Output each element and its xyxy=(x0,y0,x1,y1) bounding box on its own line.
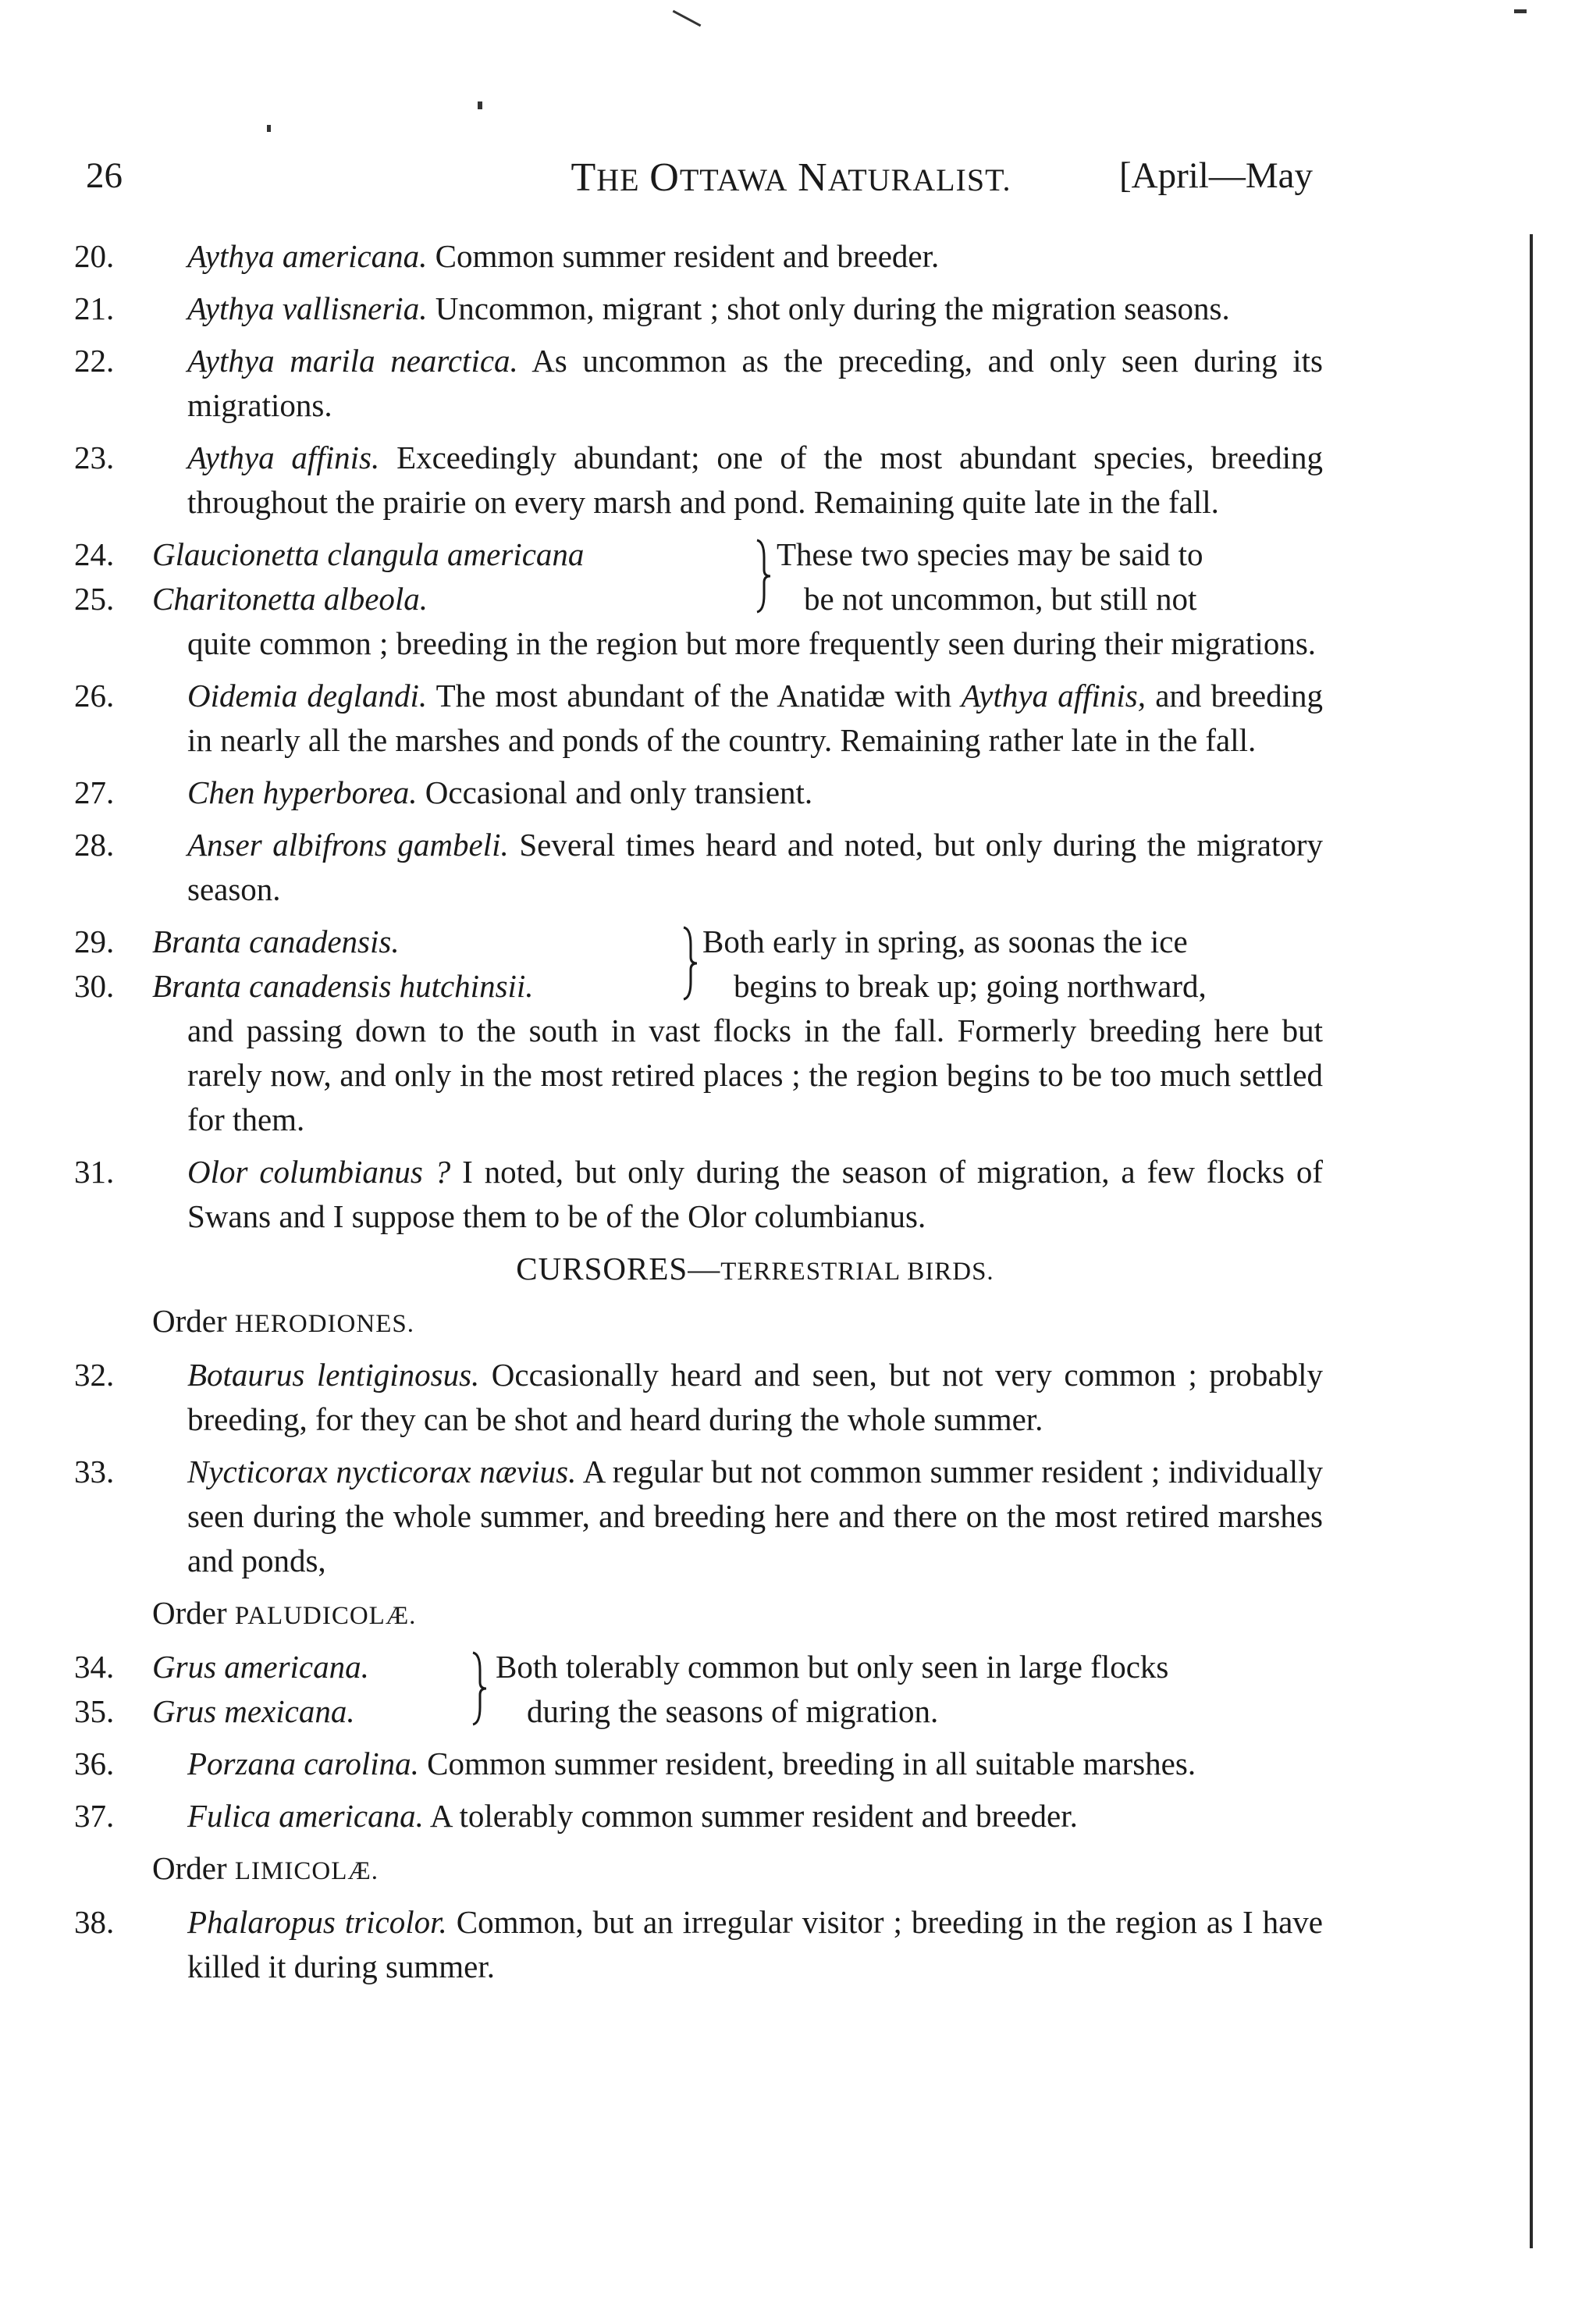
species-name: Porzana carolina. xyxy=(187,1746,419,1781)
species-name: Glaucionetta clangula americana xyxy=(152,536,585,572)
entry-31 xyxy=(74,1150,1323,1239)
scan-speck xyxy=(1514,9,1527,13)
species-name: Aythya marila nearctica. xyxy=(187,343,518,379)
species-name: Fulica americana. xyxy=(187,1798,424,1834)
entry-pair-29-30 xyxy=(74,920,1323,1142)
entry-37 xyxy=(74,1794,1323,1838)
entry-28 xyxy=(74,823,1323,912)
entry-23 xyxy=(74,436,1323,525)
entry-number: 35. xyxy=(74,1693,115,1729)
pair-line-1 xyxy=(74,920,1323,964)
entry-text: Occasionally heard and seen, but not very common ; probably breeding, for they can be shot and heard during the whole summer. xyxy=(187,1357,1323,1437)
entry-number: 38. xyxy=(74,1904,115,1940)
page-number: 26 xyxy=(86,155,123,196)
entry-20 xyxy=(74,234,1323,279)
entry-22 xyxy=(74,339,1323,428)
order-label: Order xyxy=(152,1850,227,1886)
species-name: Phalaropus tricolor. xyxy=(187,1904,447,1940)
entry-number: 24. xyxy=(74,536,115,572)
entry-number: 28. xyxy=(74,827,115,863)
species-name: Branta canadensis hutchinsii. xyxy=(152,968,534,1004)
entry-text: Both tolerably common but only seen in large flocks xyxy=(496,1649,1169,1685)
entry-number: 20. xyxy=(74,238,115,274)
page-header xyxy=(0,155,1582,201)
entry-text: As uncommon as the preceding, and only seen during its migrations. xyxy=(187,343,1323,423)
species-name: Grus mexicana. xyxy=(152,1693,355,1729)
section-heading xyxy=(74,1247,1323,1294)
species-name: Branta canadensis. xyxy=(152,924,400,959)
journal-title xyxy=(0,155,1582,201)
entry-number: 31. xyxy=(74,1154,115,1190)
entry-text: and breeding in nearly all the marshes and ponds of the country. Remaining rather late in the fall. xyxy=(187,678,1324,758)
species-name: Oidemia deglandi. xyxy=(187,678,428,714)
entry-number: 29. xyxy=(74,924,115,959)
entry-text: Exceedingly abundant; one of the most abundant species, breeding throughout the prairie on every marsh and pond. Remaining quite late in the fall. xyxy=(187,440,1324,520)
section-heading-main: CURSORES— xyxy=(516,1251,721,1287)
margin-rule xyxy=(1530,234,1533,2248)
species-name: Aythya americana. xyxy=(187,238,428,274)
entry-number: 22. xyxy=(74,343,115,379)
entry-number: 21. xyxy=(74,290,115,326)
entry-26 xyxy=(74,674,1323,763)
entry-text: These two species may be said to xyxy=(777,536,1203,572)
order-name: PALUDICOLÆ. xyxy=(234,1602,417,1630)
entry-text: Common summer resident, breeding in all suitable marshes. xyxy=(427,1746,1196,1781)
species-name: Aythya affinis. xyxy=(187,440,380,475)
brace-icon xyxy=(755,539,772,614)
issue-date: [April—May xyxy=(1118,155,1313,196)
entry-text: I noted, but only during the season of migration, a few flocks of Swans and I suppose them to be of the Olor columbianus. xyxy=(187,1154,1324,1234)
entry-number: 30. xyxy=(74,968,115,1004)
entry-pair-34-35 xyxy=(74,1645,1323,1734)
pair-line-1 xyxy=(74,532,1323,577)
order-label: Order xyxy=(152,1303,227,1339)
order-name: LIMICOLÆ. xyxy=(234,1857,379,1885)
species-name: Olor columbianus ? xyxy=(187,1154,451,1190)
entry-text: Both early in spring, as soonas the ice xyxy=(702,924,1188,959)
brace-icon xyxy=(681,926,699,1001)
species-name: Aythya vallisneria. xyxy=(187,290,428,326)
entry-number: 27. xyxy=(74,774,115,810)
entry-text: begins to break up; going northward, xyxy=(734,968,1207,1004)
entry-number: 37. xyxy=(74,1798,115,1834)
order-label: Order xyxy=(152,1595,227,1631)
entry-38 xyxy=(74,1900,1323,1989)
order-heading-herodiones xyxy=(74,1299,1323,1347)
entry-text: quite common ; breeding in the region but more frequently seen during their migrations. xyxy=(187,625,1317,661)
section-heading-rest: TERRESTRIAL BIRDS. xyxy=(720,1258,994,1286)
pair-line-2 xyxy=(74,577,1323,621)
entry-text: Common summer resident and breeder. xyxy=(435,238,940,274)
species-name: Aythya affinis, xyxy=(961,678,1146,714)
pair-line-1 xyxy=(74,1645,1323,1689)
order-name: HERODIONES. xyxy=(234,1310,414,1338)
entry-number: 32. xyxy=(74,1357,115,1393)
entry-number: 33. xyxy=(74,1454,115,1489)
brace-icon xyxy=(471,1651,488,1726)
entry-text: A regular but not common summer resident ; individually seen during the whole summer, and breeding here and there on the most retired marshes and ponds, xyxy=(187,1454,1324,1578)
entry-number: 34. xyxy=(74,1649,115,1685)
scan-speck xyxy=(267,125,271,132)
species-name: Anser albifrons gambeli. xyxy=(187,827,509,863)
entry-text: Uncommon, migrant ; shot only during the migration seasons. xyxy=(435,290,1230,326)
entry-text: be not uncommon, but still not xyxy=(804,581,1197,617)
entry-pair-24-25 xyxy=(74,532,1323,666)
entry-number: 23. xyxy=(74,440,115,475)
journal-title-text: THE OTTAWA NATURALIST. xyxy=(571,155,1011,200)
entry-33 xyxy=(74,1450,1323,1583)
pair-line-2 xyxy=(74,964,1323,1009)
entry-text: Several times heard and noted, but only during the migratory season. xyxy=(187,827,1324,907)
scan-speck xyxy=(478,101,482,109)
species-name: Nycticorax nycticorax nævius. xyxy=(187,1454,577,1489)
entry-number: 36. xyxy=(74,1746,115,1781)
entry-21 xyxy=(74,286,1323,331)
entry-32 xyxy=(74,1353,1323,1442)
entry-36 xyxy=(74,1742,1323,1786)
entry-text: and passing down to the south in vast flocks in the fall. Formerly breeding here but rarely now, and only in the most retired places ; the region begins to be too much settled for them. xyxy=(187,1013,1323,1137)
order-heading-paludicolae xyxy=(74,1591,1323,1639)
entry-text: Occasional and only transient. xyxy=(425,774,813,810)
species-name: Grus americana. xyxy=(152,1649,369,1685)
entry-text: Common, but an irregular visitor ; breeding in the region as I have killed it during summer. xyxy=(187,1904,1323,1984)
species-name: Charitonetta albeola. xyxy=(152,581,428,617)
entry-text: The most abundant of the Anatidæ with xyxy=(435,678,952,714)
entry-number: 25. xyxy=(74,581,115,617)
entry-number: 26. xyxy=(74,678,115,714)
scan-speck xyxy=(673,10,702,27)
order-heading-limicolae xyxy=(74,1846,1323,1894)
entry-text: A tolerably common summer resident and breeder. xyxy=(429,1798,1078,1834)
species-name: Chen hyperborea. xyxy=(187,774,418,810)
entry-text: during the seasons of migration. xyxy=(527,1693,939,1729)
species-name: Botaurus lentiginosus. xyxy=(187,1357,480,1393)
entry-27 xyxy=(74,771,1323,815)
pair-line-2 xyxy=(74,1689,1323,1734)
body-text xyxy=(74,234,1323,1997)
